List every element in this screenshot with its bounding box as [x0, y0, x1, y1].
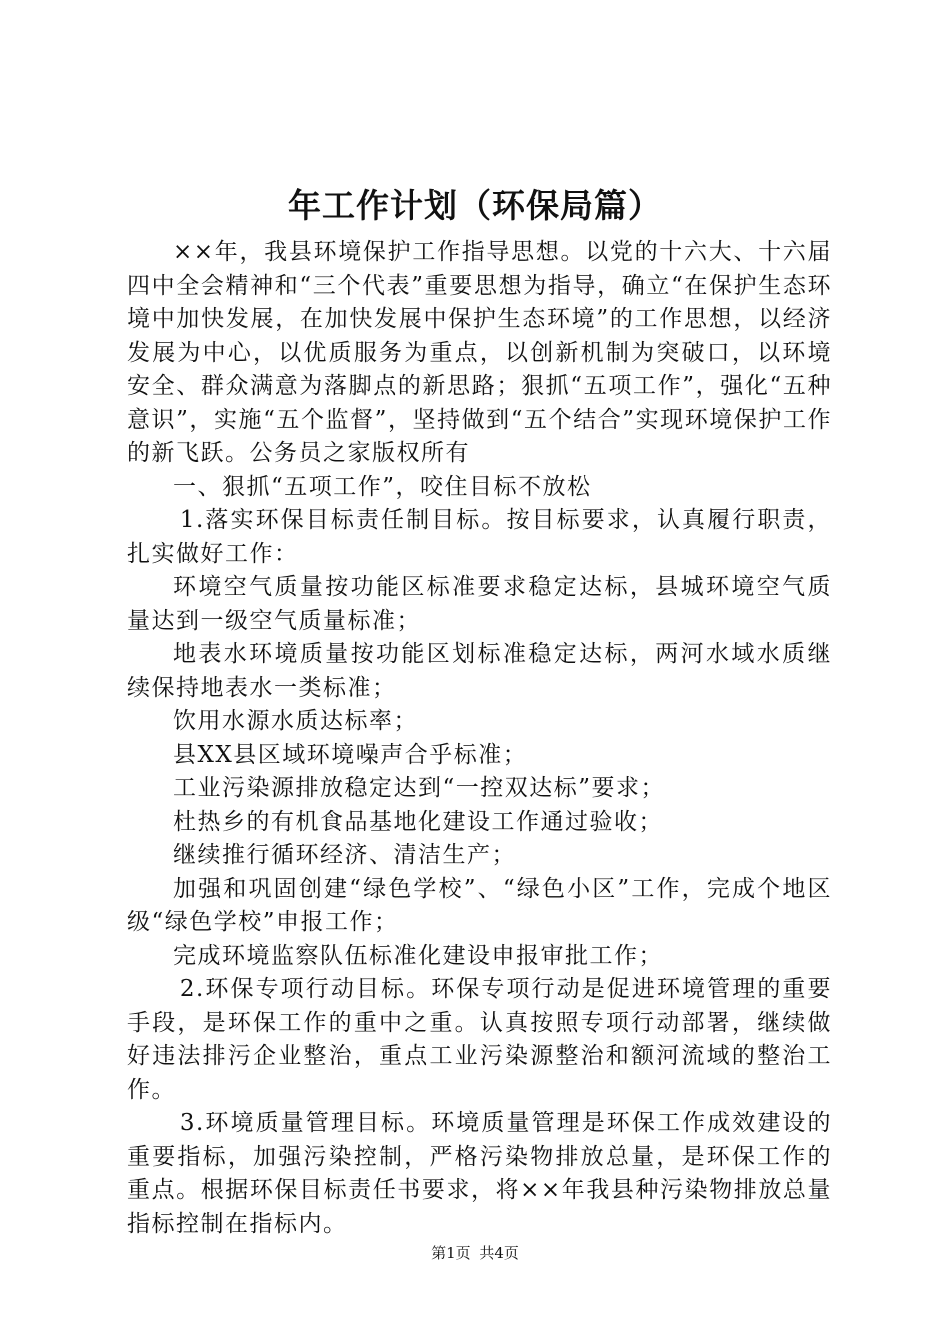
paragraph-item: 地表水环境质量按功能区划标准稳定达标，两河水域水质继续保持地表水一类标准； [127, 641, 832, 701]
paragraph-item: 杜热乡的有机食品基地化建设工作通过验收； [173, 808, 663, 835]
paragraph-target-2: 2.环保专项行动目标。环保专项行动是促进环境管理的重要手段，是环保工作的重中之重。认真按照专项行动部署，继续做好违法排污企业整治，重点工业污染源整治和额河流域的整治工作。 [127, 976, 832, 1103]
paragraph-item: 加强和巩固创建“绿色学校”、“绿色小区”工作，完成个地区级“绿色学校”申报工作； [127, 875, 832, 935]
paragraph-item: 工业污染源排放稳定达到“一控双达标”要求； [173, 775, 666, 801]
paragraph-target-3: 3.环境质量管理目标。环境质量管理是环保工作成效建设的重要指标，加强污染控制，严格污染物排放总量，是环保工作的重点。根据环保目标责任书要求，将××年我县种污染物排放总量指标控制在指标内。 [127, 1110, 832, 1237]
paragraph-target-1: 1.落实环保目标责任制目标。按目标要求，认真履行职责，扎实做好工作： [127, 507, 832, 567]
document-title: 年工作计划（环保局篇） [288, 186, 662, 225]
page-footer [0, 1241, 950, 1265]
paragraph-item: 饮用水源水质达标率； [173, 708, 418, 734]
paragraph-item: 完成环境监察队伍标准化建设申报审批工作； [173, 942, 663, 969]
paragraph-item: 环境空气质量按功能区标准要求稳定达标，县城环境空气质量达到一级空气质量标准； [127, 574, 832, 634]
section-heading-1: 一、狠抓“五项工作”，咬住目标不放松 [173, 473, 592, 500]
page-total: 共4页 [479, 1244, 519, 1262]
paragraph-item: 继续推行循环经济、清洁生产； [173, 842, 516, 868]
document-body [127, 236, 832, 1241]
paragraph-item: 县XX县区域环境噪声合乎标准； [173, 741, 528, 768]
paragraph-guiding-thought: ××年，我县环境保护工作指导思想。以党的十六大、十六届四中全会精神和“三个代表”重要思想为指导，确立“在保护生态环境中加快发展，在加快发展中保护生态环境”的工作思想，以经济发展为中心，以优质服务为重点，以创新机制为突破口，以环境安全、群众满意为落脚点的新思路；狠抓“五项工作”，强化“五种意识”，实施“五个监督”，坚持做到“五个结合”实现环境保护工作的新飞跃。公务员之家版权所有 [127, 239, 832, 466]
page-number: 第1页 [431, 1244, 471, 1262]
